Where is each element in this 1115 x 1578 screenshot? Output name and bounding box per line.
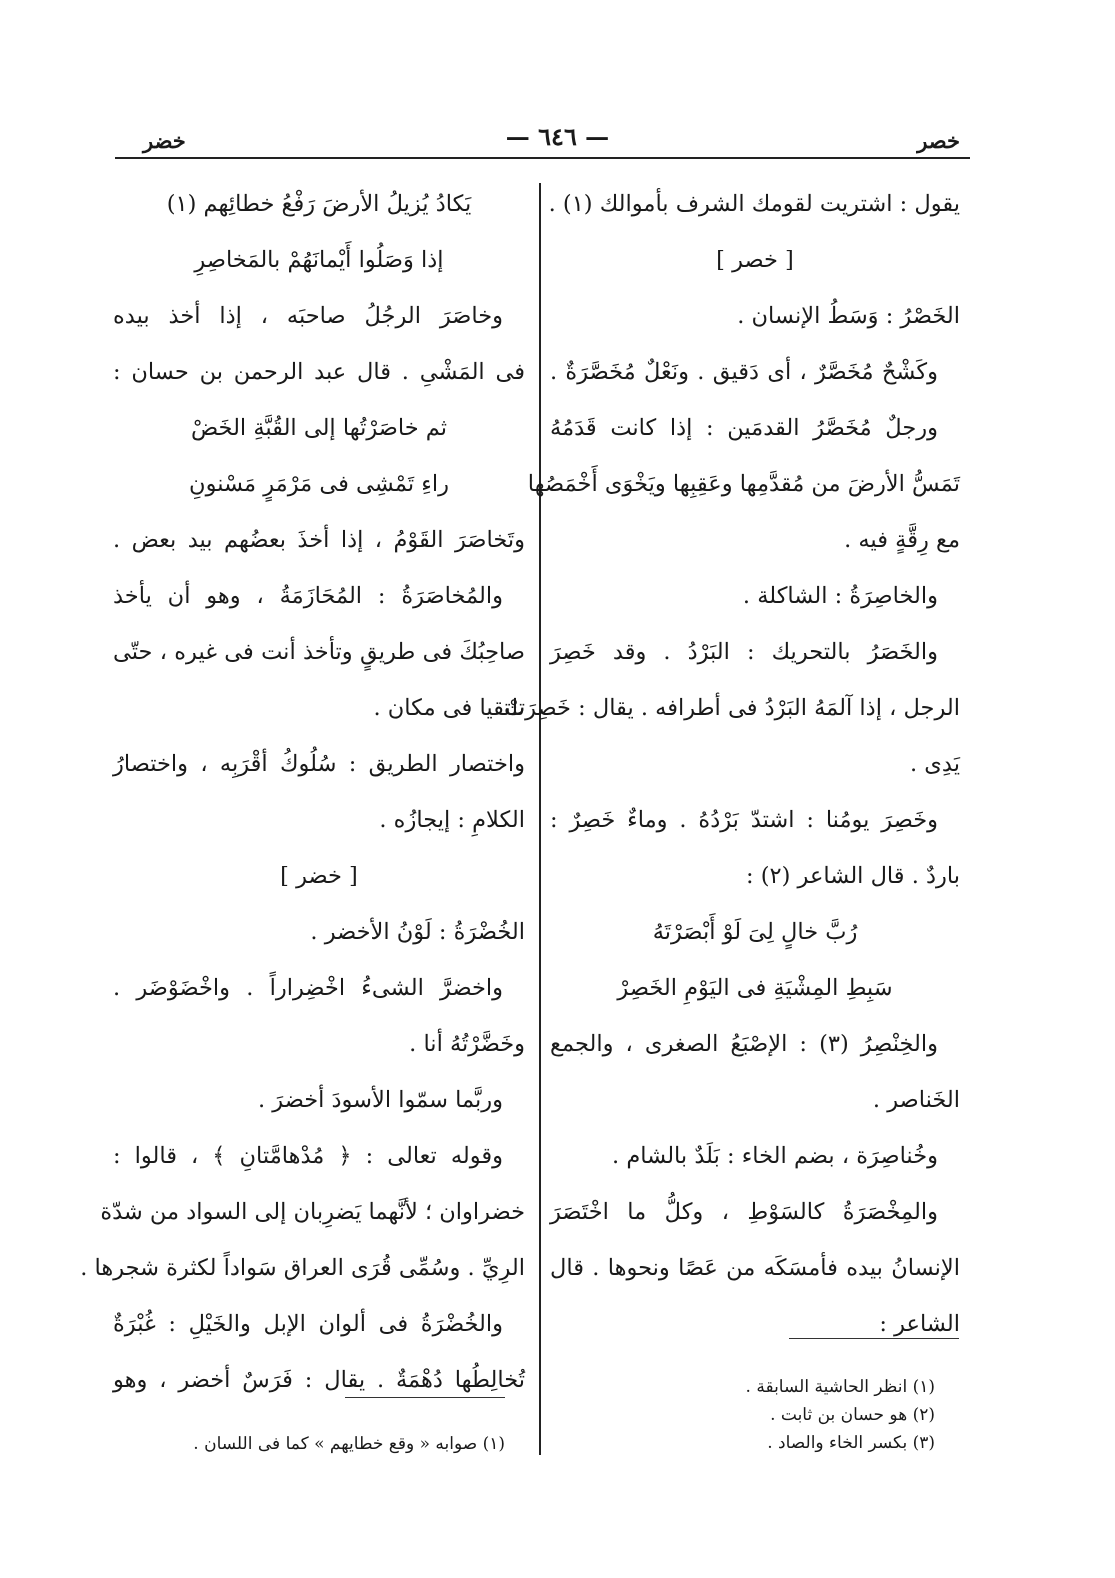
text-line: صاحِبُكَ فى طريقٍ وتأخذ أنت فى غيره ، حتّى — [113, 639, 525, 665]
header-entry-word-left: خضر — [143, 128, 186, 153]
verse-line: راءِ تَمْشِى فى مَرْمَرٍ مَسْنونِ — [189, 471, 449, 497]
column-divider — [539, 183, 541, 1455]
text-line: والمُخاصَرَةُ : المُحَازَمَةُ ، وهو أن يأخذ — [113, 583, 503, 609]
text-line: وخُناصِرَة ، بضم الخاء : بَلَدٌ بالشام . — [612, 1143, 938, 1169]
text-line: واخضرَّ الشىءُ اخْضِراراً . واخْضَوْضَر . — [113, 975, 503, 1001]
text-line: والخَصَرُ بالتحريك : البَرْدُ . وقد خَصِرَ — [550, 639, 938, 665]
left-column — [80, 176, 525, 1408]
text-line: وخَضَّرْتُهُ أنا . — [409, 1031, 525, 1057]
text-line: واختصار الطريق : سُلُوكُ أقْرَبِه ، واختصارُ — [113, 751, 525, 777]
verse-line: سَبِطِ المِشْيَةِ فى اليَوْمِ الخَصِرْ — [617, 975, 893, 1001]
verse-line: رُبَّ خالٍ لِىَ لَوْ أَبْصَرْتَهُ — [652, 919, 858, 945]
text-line: والخُضْرَةُ فى ألوان الإبل والخَيْلِ : غُبْرَةٌ — [113, 1311, 503, 1337]
text-line: والمِخْصَرَةُ كالسَوْطِ ، وكلُّ ما اخْتَصَرَ — [550, 1199, 938, 1225]
text-line: وخاصَرَ الرجُلُ صاحبَه ، إذا أخذ بيده — [113, 303, 503, 329]
text-line: وربَّما سمّوا الأسودَ أخضرَ . — [257, 1087, 503, 1113]
page-number: — ٦٤٦ — — [505, 122, 610, 151]
text-line: الرجل ، إذا آلمَهُ البَرْدُ فى أطرافه . يقال : خَصِرَتْ — [503, 695, 960, 721]
text-line: الرِيِّ . وسُمِّى قُرَى العراق سَواداً لكثرة شجرها . — [80, 1255, 525, 1281]
header-rule — [115, 157, 970, 159]
footnote: (٢) هو حسان بن ثابت . — [770, 1405, 935, 1425]
text-line: الخَناصر . — [872, 1087, 960, 1113]
text-line: الإنسانُ بيده فأمسَكَه من عَصًا ونحوها . قال — [550, 1255, 960, 1281]
text-line: وخَصِرَ يومُنا : اشتدّ بَرْدُهُ . وماءٌ خَصِرٌ : — [550, 807, 938, 833]
text-line: يقول : اشتريت لقومك الشرف بأموالك (١) . — [548, 191, 960, 217]
left-footnotes — [193, 1430, 505, 1458]
text-line: يَدِى . — [910, 751, 960, 777]
footnote: (١) صوابه « وقع خطايهم » كما فى اللسان . — [193, 1434, 505, 1454]
text-line: وتَخاصَرَ القَوْمُ ، إذا أخذَ بعضُهم بيد بعض . — [113, 527, 525, 553]
text-line: خضراوان ؛ لأنَّهما يَضرِبان إلى السواد من شدّة — [100, 1199, 525, 1225]
text-line: مع رِقَّةٍ فيه . — [844, 527, 960, 553]
right-column — [503, 176, 960, 1352]
text-line: فى المَشْىِ . قال عبد الرحمن بن حسان : — [113, 359, 525, 385]
text-line: باردٌ . قال الشاعر (٢) : — [746, 863, 960, 889]
text-line: والخاصِرَةُ : الشاكلة . — [742, 583, 938, 609]
text-line: والخِنْصِرُ (٣) : الإصْبَعُ الصغرى ، والجمع — [550, 1031, 938, 1057]
footnote-rule — [789, 1338, 959, 1339]
entry-heading: [ خصر ] — [716, 247, 794, 273]
text-line: تَمَسُّ الأرضَ من مُقدَّمِها وعَقِبِها ويَخْوَى أَخْمَصُها — [527, 471, 960, 497]
header-entry-word-right: خصر — [917, 128, 960, 153]
footnote: (١) انظر الحاشية السابقة . — [745, 1377, 935, 1397]
text-line: وقوله تعالى : ﴿ مُدْهامَّتانِ ﴾ ، قالوا : — [113, 1143, 503, 1169]
text-line: الخُضْرَةُ : لَوْنُ الأخضر . — [310, 919, 525, 945]
right-footnotes — [746, 1373, 935, 1457]
verse-line: إذا وَصَلُوا أَيْمانَهُمْ بالمَخاصِرِ — [194, 247, 444, 273]
text-line: تُخالِطُها دُهْمَةٌ . يقال : فَرَسٌ أخضر ، وهو — [113, 1367, 525, 1393]
footnote-rule — [345, 1397, 505, 1398]
text-line: تلتقيا فى مكان . — [373, 695, 525, 721]
entry-heading: [ خضر ] — [280, 863, 358, 889]
text-line: الخَصْرُ : وَسَطُ الإنسان . — [737, 303, 960, 329]
text-line: وكَشْحٌ مُخَصَّرٌ ، أى دَقيق . ونَعْلٌ مُخَصَّرَةٌ . — [550, 359, 938, 385]
footnote: (٣) بكسر الخاء والصاد . — [767, 1433, 935, 1453]
verse-line: يَكادُ يُزيلُ الأرضَ رَفْعُ خطائِهم (١) — [166, 191, 472, 217]
text-line: ورجلٌ مُخَصَّرُ القدمَين : إذا كانت قَدَمُهُ — [550, 415, 938, 441]
text-line: الشاعر : — [879, 1311, 960, 1337]
text-line: الكلامِ : إيجازُه . — [379, 807, 525, 833]
verse-line: ثم خاصَرْتُها إلى القُبَّةِ الخَضْ — [190, 415, 447, 441]
